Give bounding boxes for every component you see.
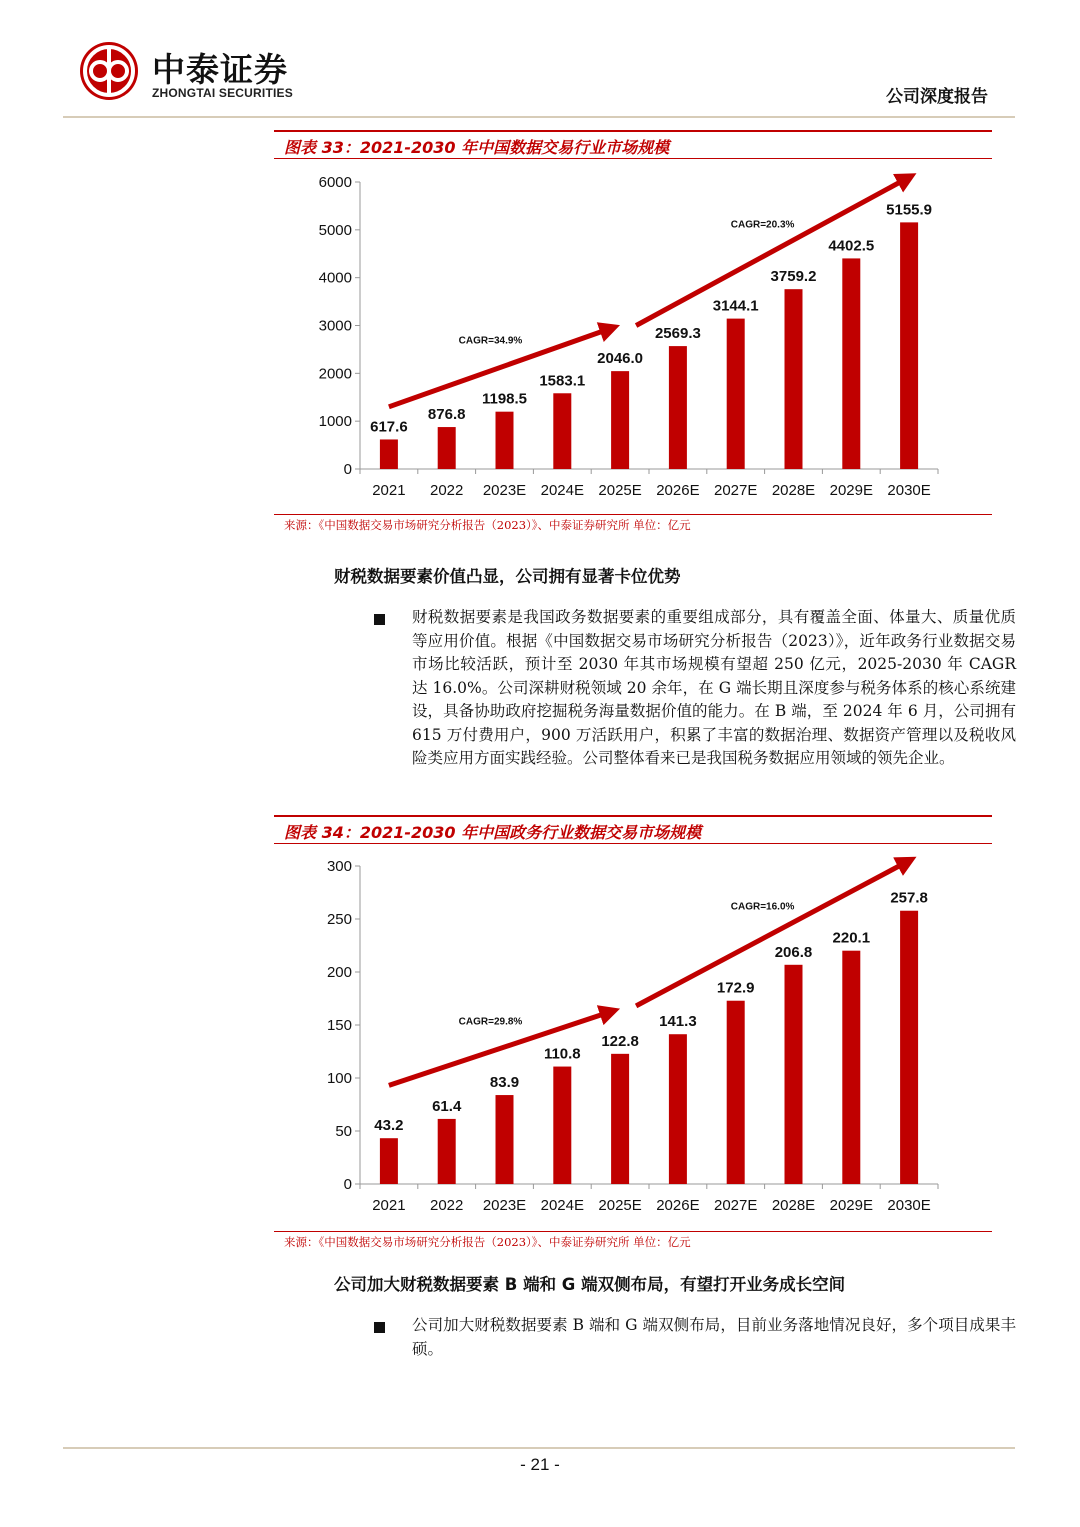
section-heading-2: 公司加大财税数据要素 B 端和 G 端双侧布局，有望打开业务成长空间 — [334, 1275, 846, 1294]
x-tick-label: 2024E — [540, 1197, 584, 1214]
cagr-label: CAGR=16.0% — [730, 901, 795, 913]
report-type: 公司深度报告 — [886, 87, 988, 107]
section-heading-1: 财税数据要素价值凸显，公司拥有显著卡位优势 — [334, 567, 681, 586]
data-label: 876.8 — [427, 406, 466, 424]
bar — [438, 1119, 456, 1184]
data-label: 220.1 — [832, 929, 871, 947]
x-tick-label: 2025E — [598, 1197, 642, 1214]
bar — [785, 289, 803, 469]
x-tick-label: 2026E — [656, 482, 700, 499]
figure-34-source: 来源：《中国数据交易市场研究分析报告（2023）》、中泰证券研究所 单位：亿元 — [284, 1235, 691, 1249]
figure-34-source-rule — [274, 1231, 992, 1232]
x-tick-label: 2028E — [771, 482, 816, 499]
data-label: 617.6 — [370, 418, 408, 436]
brand-name-en: ZHONGTAI SECURITIES — [152, 86, 293, 100]
bar — [380, 439, 398, 469]
x-tick-label: 2023E — [482, 1197, 527, 1214]
bar — [611, 1054, 629, 1184]
data-label: 141.3 — [659, 1013, 697, 1031]
bar — [496, 1095, 514, 1184]
cagr-label: CAGR=20.3% — [730, 219, 795, 231]
bar — [669, 346, 687, 469]
data-label: 4402.5 — [828, 237, 875, 255]
x-tick-label: 2026E — [656, 1197, 700, 1214]
brand-name-cn: 中泰证券 — [152, 50, 288, 89]
y-tick-label: 1000 — [318, 413, 352, 431]
y-tick-label: 200 — [326, 964, 352, 981]
bar — [727, 1001, 745, 1184]
cagr-label: CAGR=29.8% — [458, 1016, 523, 1028]
x-tick-label: 2022 — [430, 482, 464, 499]
y-tick-label: 100 — [326, 1070, 352, 1087]
x-tick-label: 2029E — [829, 1197, 873, 1214]
y-tick-label: 0 — [343, 1176, 352, 1193]
bar — [900, 911, 918, 1184]
bar — [900, 222, 918, 469]
x-tick-label: 2027E — [714, 1197, 758, 1214]
header-rule — [63, 116, 1015, 118]
y-tick-label: 50 — [335, 1123, 352, 1140]
data-label: 2569.3 — [654, 325, 701, 343]
bar — [785, 965, 803, 1184]
bar — [727, 319, 745, 469]
data-label: 83.9 — [489, 1074, 520, 1092]
y-tick-label: 3000 — [318, 317, 352, 335]
bar — [842, 258, 860, 469]
x-tick-label: 2030E — [887, 1197, 931, 1214]
bar — [496, 412, 514, 469]
bar — [611, 371, 629, 469]
figure-33-title: 图表 33：2021-2030 年中国数据交易行业市场规模 — [284, 138, 670, 157]
figure-33-source-rule — [274, 514, 992, 515]
paragraph-1: 财税数据要素是我国政务数据要素的重要组成部分，具有覆盖全面、体量大、质量优质等应用价值。根据《中国数据交易市场研究分析报告（2023）》，近年政务行业数据交易市场比较活跃，预计至 2030 年其市场规模有望超 250 亿元，2025-2030 年 CAGR 达 16.0%。公司深耕财税领域 20 余年，在 G 端长期且深度参与税务体系的核心系统建设，具备协助政府挖掘税务海量数据价值的能力。在 B 端，至 2024 年 6 月，公司拥有 615 万付费用户，900 万活跃用户，积累了丰富的数据治理、数据资产管理以及税收风险类应用方面实践经验。公司整体看来已是我国税务数据应用领域的领先企业。 — [412, 608, 1016, 767]
data-label: 3759.2 — [770, 268, 817, 286]
y-tick-label: 250 — [326, 911, 352, 928]
figure-33-title-bar — [274, 130, 992, 159]
data-label: 2046.0 — [597, 350, 644, 368]
x-tick-label: 2023E — [482, 482, 527, 499]
data-label: 43.2 — [374, 1117, 404, 1135]
x-tick-label: 2022 — [430, 1197, 464, 1214]
bar — [380, 1138, 398, 1184]
data-label: 257.8 — [890, 889, 928, 907]
x-tick-label: 2025E — [598, 482, 642, 499]
bar — [553, 1067, 571, 1184]
figure-34-title: 图表 34：2021-2030 年中国政务行业数据交易市场规模 — [284, 823, 702, 842]
bullet-2 — [374, 1322, 385, 1333]
x-tick-label: 2029E — [829, 482, 873, 499]
bar — [438, 427, 456, 469]
footer-rule — [63, 1447, 1015, 1449]
figure-33-source: 来源：《中国数据交易市场研究分析报告（2023）》、中泰证券研究所 单位：亿元 — [284, 518, 691, 532]
bar — [553, 393, 571, 469]
data-label: 110.8 — [543, 1045, 581, 1063]
y-tick-label: 300 — [326, 858, 352, 875]
y-tick-label: 6000 — [318, 174, 352, 191]
zhongtai-logo-icon — [78, 40, 140, 102]
figure-34-title-bar — [274, 815, 992, 844]
x-tick-label: 2024E — [540, 482, 584, 499]
bar — [669, 1034, 687, 1184]
data-label: 172.9 — [716, 979, 755, 997]
x-tick-label: 2028E — [771, 1197, 816, 1214]
paragraph-2: 公司加大财税数据要素 B 端和 G 端双侧布局，目前业务落地情况良好，多个项目成果丰硕。 — [412, 1316, 1016, 1358]
y-tick-label: 150 — [326, 1017, 352, 1034]
data-label: 61.4 — [432, 1097, 462, 1115]
bullet-1 — [374, 614, 385, 625]
data-label: 5155.9 — [886, 201, 933, 219]
y-tick-label: 0 — [343, 461, 352, 478]
y-tick-label: 2000 — [318, 365, 352, 383]
bar — [842, 951, 860, 1184]
page-number: - 21 - — [520, 1455, 560, 1474]
cagr-label: CAGR=34.9% — [458, 335, 523, 347]
data-label: 1198.5 — [481, 390, 528, 408]
x-tick-label: 2021 — [372, 482, 406, 499]
x-tick-label: 2027E — [714, 482, 758, 499]
x-tick-label: 2021 — [372, 1197, 406, 1214]
y-tick-label: 5000 — [318, 221, 352, 239]
y-tick-label: 4000 — [318, 269, 352, 287]
figure-34-chart — [274, 850, 992, 1225]
x-tick-label: 2030E — [887, 482, 931, 499]
data-label: 1583.1 — [539, 372, 586, 390]
figure-33-chart — [274, 165, 992, 510]
data-label: 206.8 — [774, 943, 813, 961]
data-label: 122.8 — [601, 1032, 639, 1050]
data-label: 3144.1 — [712, 297, 759, 315]
